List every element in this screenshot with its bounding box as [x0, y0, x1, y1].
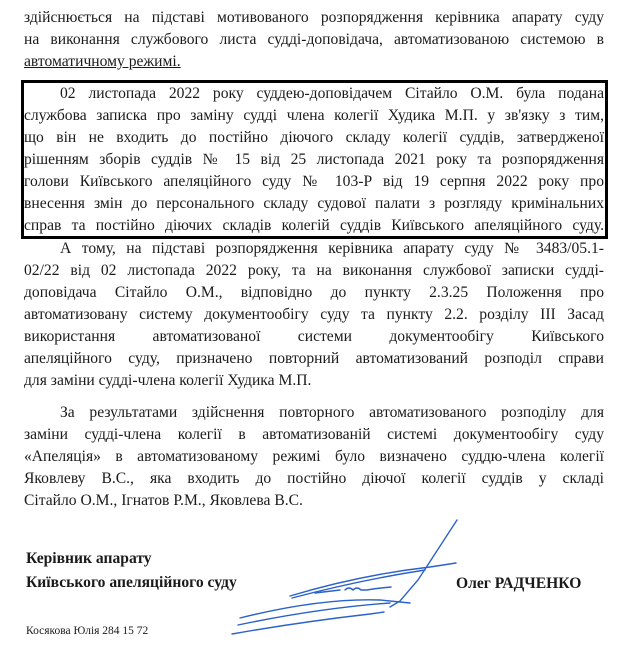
highlighted-line: голови Київського апеляційного суду № 103-Р від 19 серпня 2022 року про	[24, 173, 604, 190]
paragraph-line: заміни судді-члена колегії в автоматизованій системі документообігу суду	[24, 426, 604, 443]
signatory-name: Олег РАДЧЕНКО	[456, 575, 582, 592]
highlighted-line: рішенням зборів суддів № 15 від 25 листопада 2021 року та розпорядження	[24, 151, 604, 168]
paragraph-line: доповідача Сітайло О.М., відповідно до пункту 2.3.25 Положення про	[24, 284, 604, 301]
paragraph-line: За результатами здійснення повторного автоматизованого розподілу для	[60, 404, 604, 421]
paragraph-line: Сітайло О.М., Ігнатов Р.М., Яковлева В.С.	[24, 492, 303, 509]
paragraph-line: А тому, на підставі розпорядження керівника апарату суду № 3483/05.1-	[60, 240, 604, 257]
intro-line: автоматичному режимі.	[24, 53, 181, 70]
paragraph-line: для заміни судді-члена колегії Худика М.П.	[24, 372, 312, 389]
intro-line: на виконання службового листа судді-доповідача, автоматизованою системою в	[24, 31, 604, 48]
paragraph-line: «Апеляція» в автоматизованому режимі було визначено суддю-члена колегії	[24, 448, 604, 465]
paragraph-line: автоматизовану систему документообігу суду та пункту 2.2. розділу III Засад	[24, 306, 604, 323]
highlighted-line: внесення змін до персонального складу судової палати з розгляду кримінальних	[24, 195, 604, 212]
highlighted-line: справ та постійно діючих складів колегій суддів Київського апеляційного суду.	[24, 217, 604, 234]
paragraph-line: апеляційного суду, призначено повторний автоматизований розподіл справи	[24, 350, 604, 367]
highlighted-line: що він не входить до постійно діючого складу колегії суддів, затвердженої	[24, 129, 604, 146]
paragraph-line: використання автоматизованої системи документообігу Київського	[24, 328, 604, 345]
highlighted-line: службова записка про заміну судді члена колегії Худика М.П. у зв'язку з тим,	[24, 107, 604, 124]
intro-line: здійснюється на підставі мотивованого розпорядження керівника апарату суду	[24, 9, 604, 26]
signatory-position: Керівник апарату	[26, 550, 152, 567]
paragraph-line: Яковлеву В.С., яка входить до постійно діючої колегії суддів у складі	[24, 470, 604, 487]
executor-contact: Косякова Юлія 284 15 72	[26, 625, 149, 637]
highlighted-line: 02 листопада 2022 року суддею-доповідачем Сітайло О.М. була подана	[60, 85, 604, 102]
signatory-organization: Київського апеляційного суду	[26, 574, 237, 591]
paragraph-line: 02/22 від 02 листопада 2022 року, та на виконання службової записки судді-	[24, 262, 604, 279]
